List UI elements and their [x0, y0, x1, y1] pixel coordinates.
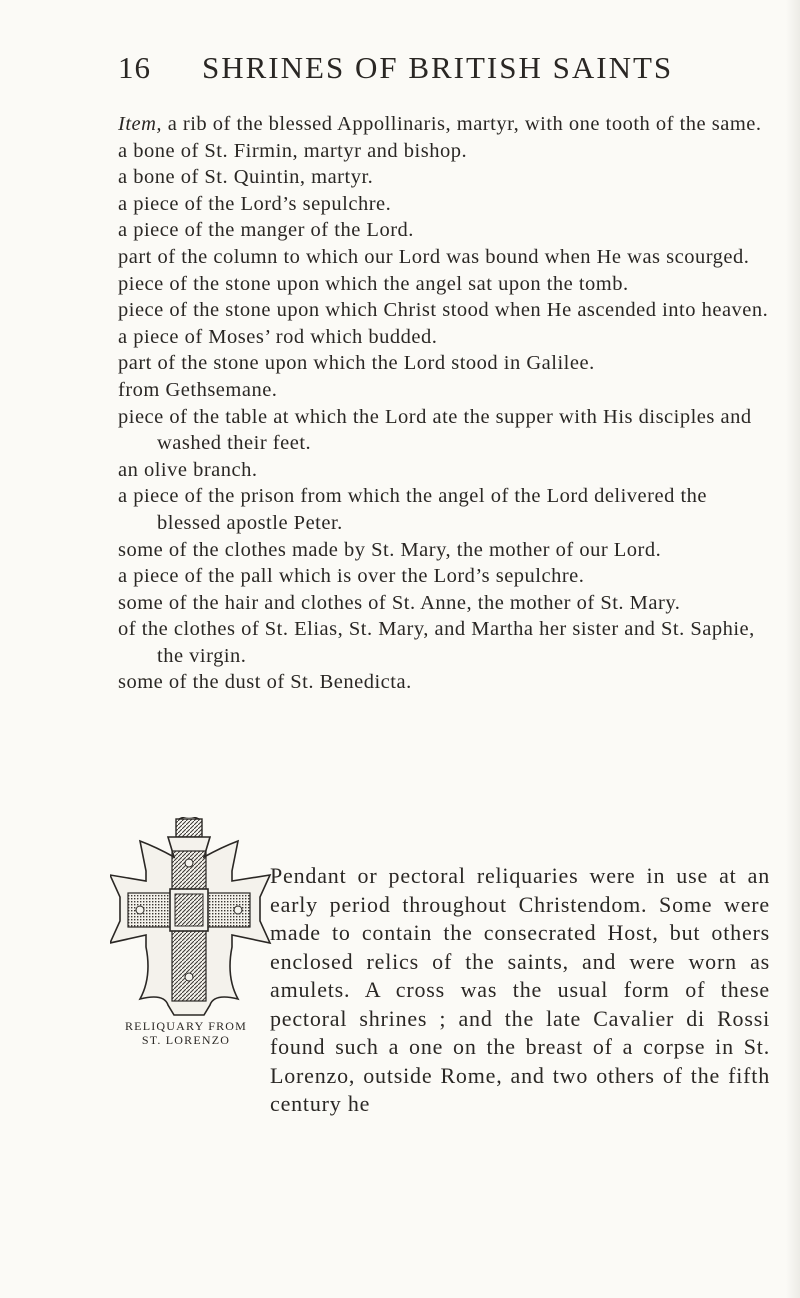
list-item — [118, 111, 774, 138]
list-item: a piece of the pall which is over the Lord’s sepulchre. — [118, 565, 585, 588]
list-item: piece of the table at which the Lord ate the supper with His disciples and washed their feet. — [118, 405, 752, 455]
list-item: part of the column to which our Lord was bound when He was scourged. — [118, 245, 750, 268]
reliquary-cross-figure — [110, 817, 275, 1017]
caption-line: RELIQUARY FROM — [124, 1019, 248, 1033]
figure-caption — [104, 1019, 268, 1047]
list-item: part of the stone upon which the Lord stood in Galilee. — [118, 352, 595, 375]
reliquary-cross-icon — [110, 817, 275, 1017]
list-item: some of the dust of St. Benedicta. — [118, 671, 412, 694]
list-item: of the clothes of St. Elias, St. Mary, and Martha her sister and St. Saphie, the virgin. — [118, 618, 755, 667]
list-item: a bone of St. Firmin, martyr and bishop. — [118, 139, 468, 162]
caption-line: ST. LORENZO — [141, 1033, 231, 1047]
list-item: a bone of St. Quintin, martyr. — [118, 166, 374, 189]
list-item: piece of the stone upon which Christ stood when He ascended into heaven. — [118, 299, 769, 322]
relic-list — [118, 111, 774, 696]
list-item-text: a rib of the blessed Appollinaris, martyr, with one tooth of the same. — [162, 113, 762, 135]
list-item: a piece of the prison from which the angel of the Lord delivered the blessed apostle Peter. — [118, 485, 708, 534]
running-title: SHRINES OF BRITISH SAINTS — [202, 50, 674, 85]
page-edge-shadow — [786, 0, 800, 1298]
list-item: piece of the stone upon which the angel sat upon the tomb. — [118, 272, 629, 295]
list-item: a piece of Moses’ rod which budded. — [118, 325, 438, 348]
list-item: a piece of the Lord’s sepulchre. — [118, 192, 392, 215]
body-paragraph: Pendant or pectoral reliquaries were in use at an early period throughout Christendom. Some were made to contain the consecrated Host, but others enclosed relics of the saints, and were worn as amulets. A cross was the usual form of these pectoral shrines ; and the late Cavalier di Rossi found such a one on the breast of a corpse in St. Lorenzo, outside Rome, and two others of the fifth century he — [270, 863, 770, 1116]
page-number: 16 — [118, 50, 151, 85]
list-item: a piece of the manger of the Lord. — [118, 219, 414, 242]
list-item: from Gethsemane. — [118, 378, 278, 401]
list-item: an olive branch. — [118, 458, 258, 481]
item-lead-word: Item, — [118, 113, 163, 135]
list-item: some of the clothes made by St. Mary, the mother of our Lord. — [118, 538, 662, 561]
list-item: some of the hair and clothes of St. Anne, the mother of St. Mary. — [118, 591, 681, 614]
